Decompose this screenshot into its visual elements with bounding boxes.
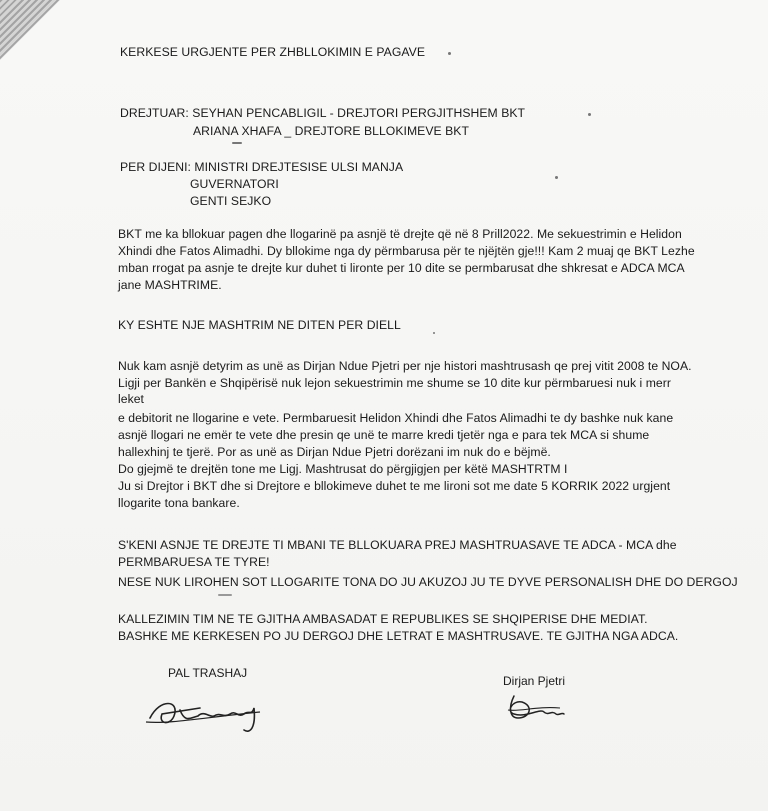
paragraph2-line: leket [118, 392, 144, 406]
paragraph1-line: mban rrogat pa asnje te drejte kur duhet ti lironte per 10 dite se permbarusat dhe shkresat e ADCA MCA [118, 261, 685, 275]
scan-speck [588, 113, 591, 116]
paragraph2-line: hallexhinj te tjerë. Por as unë as Dirjan Ndue Pjetri dorëzani im nuk do e bëjmë. [118, 445, 551, 459]
scan-speck [555, 176, 558, 179]
paragraph2-line: e debitorit ne llogarine e vete. Permbaruesit Helidon Xhindi dhe Fatos Alimadhi te dy bashke nuk kane [118, 411, 674, 425]
addressee-line-2: ARIANA XHAFA _ DREJTORE BLLOKIMEVE BKT [193, 124, 469, 138]
scan-speck [232, 142, 242, 144]
cc-line-3: GENTI SEJKO [190, 194, 272, 208]
folded-corner-shadow [0, 0, 60, 60]
signatory-left-name: PAL TRASHAJ [168, 666, 248, 680]
signatory-right-name: Dirjan Pjetri [503, 674, 566, 688]
paragraph3-line: BASHKE ME KERKESEN PO JU DERGOJ DHE LETRAT E MASHTRUSAVE. TE GJITHA NGA ADCA. [118, 629, 679, 643]
paragraph1-line: Xhindi dhe Fatos Alimadhi. Dy bllokime nga dy përmbarusa për te njëjtën gje!!! Kam 2 muaj qe BKT Lezhe [118, 244, 695, 258]
scan-speck [448, 52, 451, 55]
left-handwritten-signature [140, 688, 280, 738]
paragraph2-line: Ligji per Bankën e Shqipërisë nuk lejon sekuestrimin me shume se 10 dite kur përmbaruesi nuk i merr [118, 376, 671, 390]
letter-title: KERKESE URGJENTE PER ZHBLLOKIMIN E PAGAVE [120, 45, 426, 59]
paragraph3-line: KALLEZIMIN TIM NE TE GJITHA AMBASADAT E REPUBLIKES SE SHQIPERISE DHE MEDIAT. [118, 612, 648, 626]
paragraph3-line: NESE NUK LIROHEN SOT LLOGARITE TONA DO JU AKUZOJ JU TE DYVE PERSONALISH DHE DO DERGOJ [118, 575, 738, 589]
section-heading: KY ESHTE NJE MASHTRIM NE DITEN PER DIELL [118, 318, 401, 332]
cc-line-2: GUVERNATORI [190, 177, 279, 191]
scan-speck [218, 594, 232, 596]
scan-speck [433, 332, 435, 334]
paragraph2-line: asnjë llogari ne emër te vete dhe presin qe unë te marre kredi tjetër nga e para tek MCA si shume [118, 428, 650, 442]
paragraph1-line: jane MASHTRIME. [118, 278, 222, 292]
right-handwritten-signature [500, 688, 570, 728]
cc-line-1: PER DIJENI: MINISTRI DREJTESISE ULSI MANJA [120, 160, 404, 174]
paragraph3-line: S'KENI ASNJE TE DREJTE TI MBANI TE BLLOKUARA PREJ MASHTRUASAVE TE ADCA - MCA dhe [118, 538, 677, 552]
paragraph2-line: Nuk kam asnjë detyrim as unë as Dirjan Ndue Pjetri per nje histori mashtrusash qe prej vitit 2008 te NOA. [118, 359, 692, 373]
paragraph2-line: Ju si Drejtor i BKT dhe si Drejtore e bllokimeve duhet te me lironi sot me date 5 KORRIK 2022 urgjent [118, 479, 671, 493]
paragraph2-line: Do gjejmë te drejtën tone me Ligj. Mashtrusat do përgjigjen per këtë MASHTRTM I [118, 462, 568, 476]
paragraph1-line: BKT me ka bllokuar pagen dhe llogarinë pa asnjë të drejte që në 8 Prill2022. Me sekuestrimin e Helidon [118, 227, 682, 241]
paragraph2-line: llogarite tona bankare. [118, 496, 240, 510]
paragraph3-line: PERMBARUESA TE TYRE! [118, 555, 270, 569]
addressee-line-1: DREJTUAR: SEYHAN PENCABLIGIL - DREJTORI PERGJITHSHEM BKT [120, 106, 526, 120]
